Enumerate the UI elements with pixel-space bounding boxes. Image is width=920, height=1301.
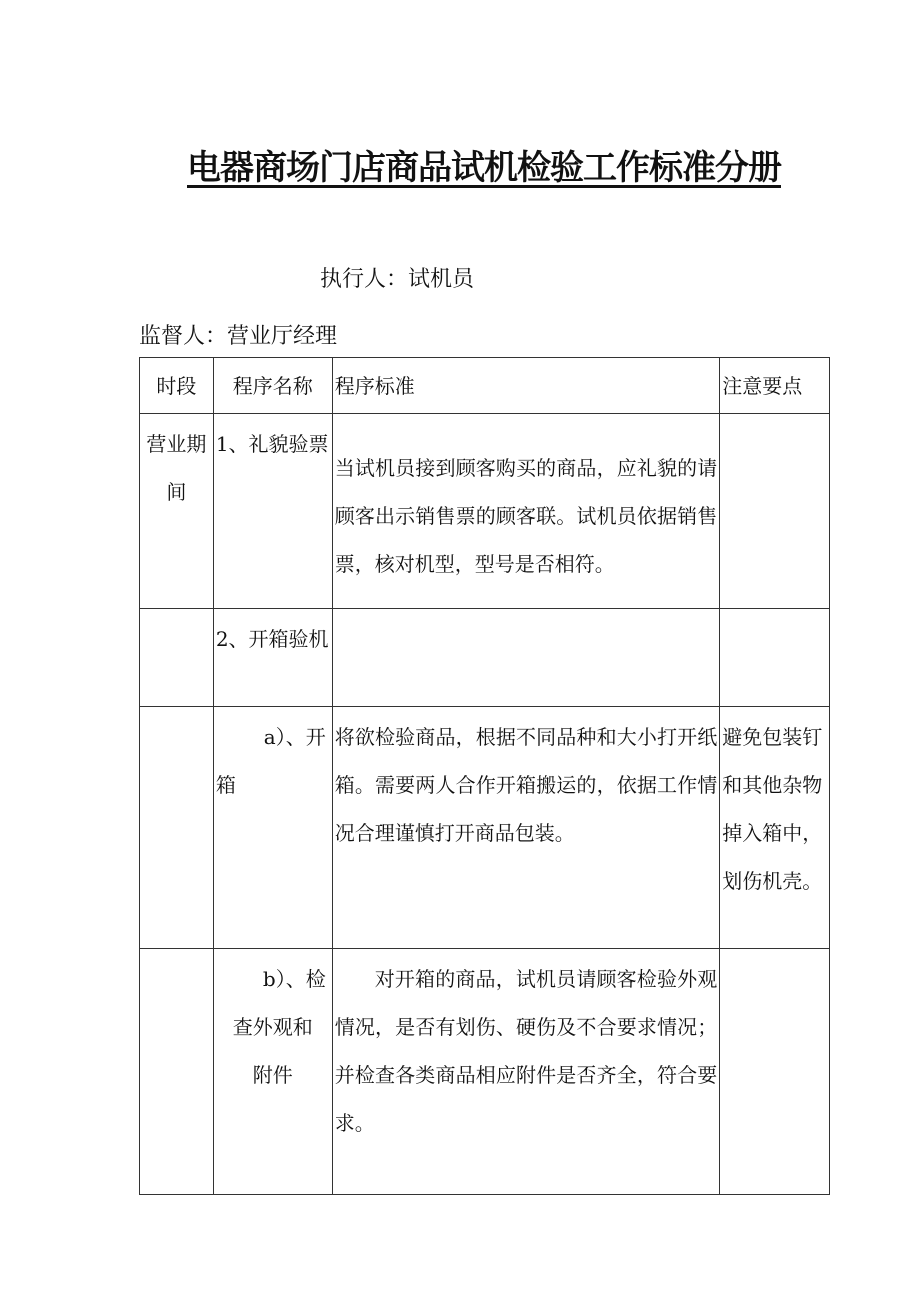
table-header-row (140, 358, 830, 414)
document-title: 电器商场门店商品试机检验工作标准分册 (187, 148, 781, 188)
row-procedure-name: 2、开箱验机 (213, 609, 332, 707)
row-procedure-standard (332, 609, 720, 707)
table-row (140, 707, 830, 949)
name-line: 箱 (215, 773, 236, 797)
header-procedure-standard: 程序标准 (332, 358, 720, 414)
row-procedure-standard: 当试机员接到顾客购买的商品，应礼貌的请顾客出示销售票的顾客联。试机员依据销售票，核对机型，型号是否相符。 (332, 414, 720, 609)
row-procedure-standard: 将欲检验商品，根据不同品种和大小打开纸箱。需要两人合作开箱搬运的，依据工作情况合理谨慎打开商品包装。 (332, 707, 720, 949)
name-line: a）、开 (263, 725, 326, 749)
row-period: 营业期间 (140, 414, 214, 609)
row-notes (720, 949, 830, 1195)
row-notes (720, 414, 830, 609)
executor-line: 执行人：试机员 (320, 267, 475, 292)
header-procedure-name: 程序名称 (213, 358, 332, 414)
name-line: 查外观和 (232, 1015, 313, 1039)
table-row (140, 609, 830, 707)
supervisor-line: 监督人：营业厅经理 (139, 324, 338, 349)
header-period: 时段 (140, 358, 214, 414)
header-notes: 注意要点 (720, 358, 830, 414)
row-notes (720, 609, 830, 707)
table-row (140, 949, 830, 1195)
row-procedure-standard: 对开箱的商品，试机员请顾客检验外观情况，是否有划伤、硬伤及不合要求情况；并检查各类商品相应附件是否齐全，符合要求。 (332, 949, 720, 1195)
row-period (140, 949, 214, 1195)
row-procedure-name (213, 949, 332, 1195)
procedure-table (139, 357, 830, 1195)
row-notes: 避免包装钉和其他杂物掉入箱中，划伤机壳。 (720, 707, 830, 949)
row-period (140, 609, 214, 707)
row-procedure-name (213, 707, 332, 949)
table-row (140, 414, 830, 609)
row-period (140, 707, 214, 949)
name-line: b）、检 (262, 967, 326, 991)
row-procedure-name: 1、礼貌验票 (213, 414, 332, 609)
name-line: 附件 (252, 1063, 293, 1087)
